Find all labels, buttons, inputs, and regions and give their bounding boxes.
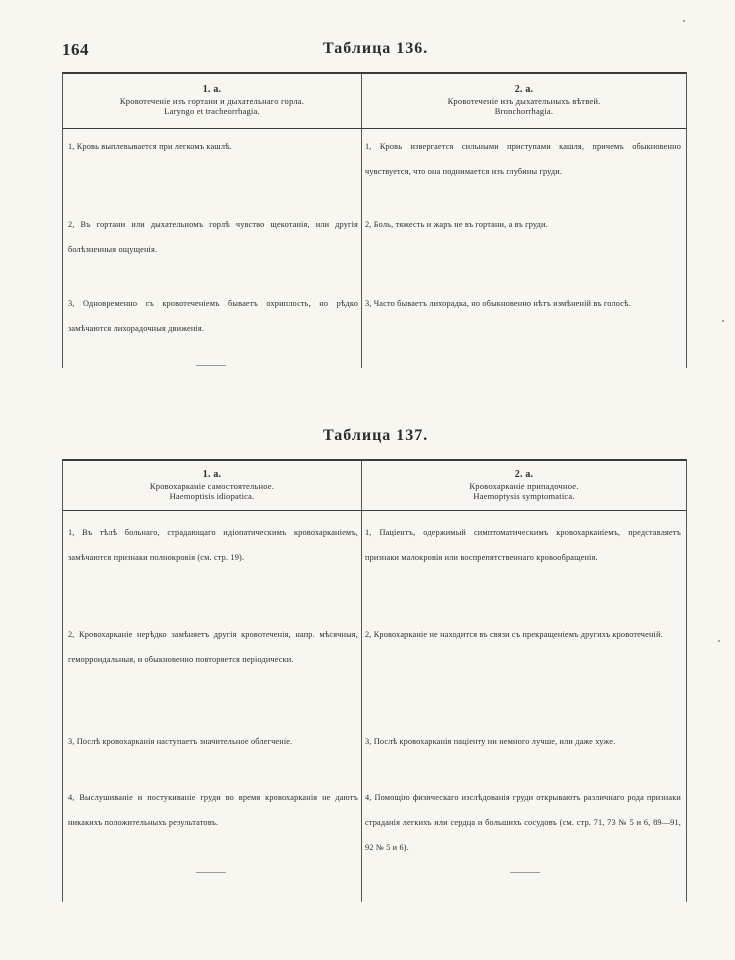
table-137-left-item-2: 2, Кровохарканіе нерѣдко замѣняетъ другія кровотеченія, напр. мѣсячныя, геморроидальныя, и обыкновенно повторяется періодически. <box>68 630 358 664</box>
column-latin-heading: Larуngo et tracheorrhagia. <box>164 106 260 116</box>
table-137-right-item-1: 1, Паціентъ, одержимый симптоматическимъ кровохарканіемъ, представляетъ признаки малокровія или воспрепятственнаго кровообращенія. <box>365 528 681 562</box>
table-137-left-header <box>64 470 360 502</box>
table-137-right-end-mark <box>510 872 540 873</box>
table-136-column-divider <box>361 73 362 368</box>
table-137-right-header <box>363 470 685 502</box>
table-136-right-item-1: 1, Кровь извергается сильными приступами кашля, причемъ обыкновенно чувствуется, что она поднимается изъ глубины груди. <box>365 142 681 176</box>
table-137-right-item-4: 4, Помощію физическаго изслѣдованія груди открываютъ различнаго рода признаки страданія легкихъ или сердца и большихъ сосудовъ (см. стр. 71, 73 № 5 и 6, 89—91, 92 № 5 и 6). <box>365 793 681 852</box>
column-heading: Кровохарканіе припадочное. <box>469 480 579 491</box>
column-number: 2. а. <box>514 84 534 95</box>
column-heading: Кровотеченіе изъ гортани и дыхательнаго горла. <box>119 95 305 106</box>
table-137-column-divider <box>361 460 362 902</box>
column-number: 1. а. <box>202 469 222 480</box>
table-136-left-header <box>64 85 360 117</box>
column-heading: Кровотеченіе изъ дыхательныхъ вѣтвей. <box>447 95 601 106</box>
table-136-title: Таблица 136. <box>323 40 429 57</box>
column-latin-heading: Haemoptysis symptomatica. <box>473 491 575 501</box>
column-latin-heading: Bronchorrhagia. <box>494 106 554 116</box>
table-137-right-item-2: 2, Кровохарканіе не находится въ связи съ прекращеніемъ другихъ кровотеченій. <box>365 630 663 639</box>
table-136-right-item-2: 2, Боль, тяжесть и жаръ не въ гортани, а въ груди. <box>365 220 548 229</box>
table-137-header-rule <box>62 510 687 511</box>
table-136-left-item-1: 1, Кровь выплевывается при легкомъ кашлѣ. <box>68 142 233 151</box>
table-137-left-end-mark <box>196 872 226 873</box>
table-137-title: Таблица 137. <box>323 427 429 444</box>
table-137-left-border <box>62 460 63 902</box>
column-heading: Кровохарканіе самостоятельное. <box>149 480 275 491</box>
table-136-left-item-2: 2, Въ гортани или дыхательномъ горлѣ чувство щекотанія, или другія болѣзненныя ощущенія. <box>68 220 358 254</box>
table-137-right-item-3: 3, Послѣ кровохарканія паціенту ни немного лучше, или даже хуже. <box>365 737 616 746</box>
column-number: 1. а. <box>202 84 222 95</box>
table-136-right-item-3: 3, Часто бываетъ лихорадка, но обыкновенно нѣтъ измѣненій въ голосѣ. <box>365 299 631 308</box>
table-137-left-item-3: 3, Послѣ кровохарканія наступаетъ значительное облегченіе. <box>68 737 293 746</box>
table-137-top-rule <box>62 459 687 461</box>
table-136-header-rule <box>62 128 687 129</box>
table-137-left-item-1: 1, Въ тѣлѣ больнаго, страдающаго идіопатическимъ кровохарканіемъ, замѣчаются признаки полнокровія (см. стр. 19). <box>68 528 358 562</box>
table-136-left-border <box>62 73 63 368</box>
table-137-left-item-4: 4, Выслушиваніе и постукиваніе груди во время кровохарканія не даютъ никакихъ положительныхъ результатовъ. <box>68 793 358 827</box>
scan-speck <box>718 640 720 642</box>
table-136-end-mark <box>196 365 226 366</box>
column-latin-heading: Haemoptisis idiopatica. <box>169 491 255 501</box>
table-136-top-rule <box>62 72 687 74</box>
column-number: 2. а. <box>514 469 534 480</box>
scan-speck <box>722 320 724 322</box>
table-136-left-item-3: 3, Одновременно съ кровотеченіемъ бываетъ охриплость, но рѣдко замѣчаются лихорадочныя движенія. <box>68 299 358 333</box>
table-136-right-border <box>686 73 687 368</box>
page-number: 164 <box>62 40 89 59</box>
table-137-right-border <box>686 460 687 902</box>
table-136-right-header <box>363 85 685 117</box>
scan-speck <box>683 20 685 22</box>
